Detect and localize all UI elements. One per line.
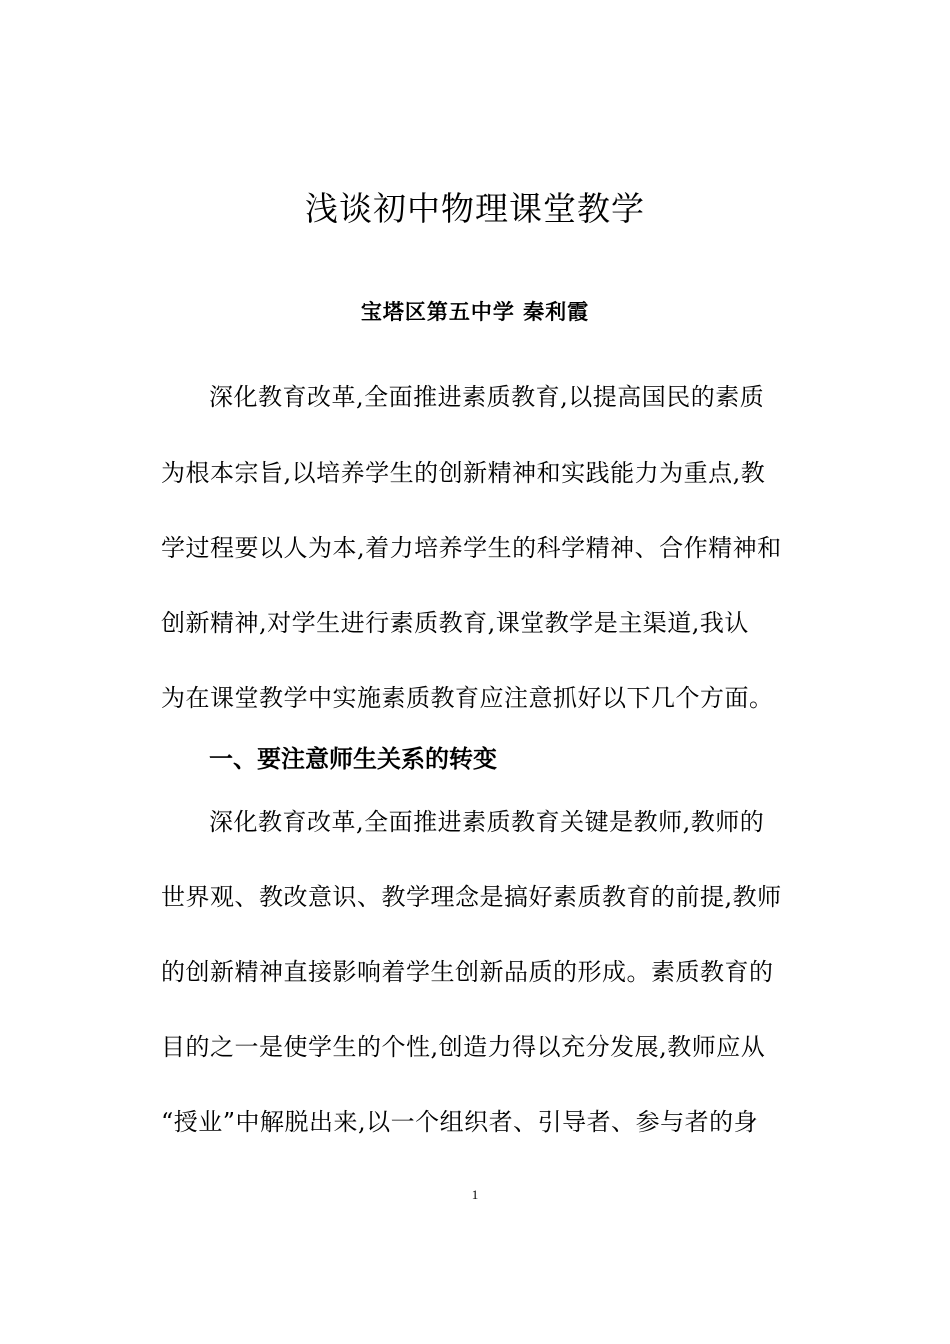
paragraph-1-line-3: 学过程要以人为本,着力培养学生的科学精神、合作精神和 <box>161 534 782 562</box>
paragraph-1-line-5: 为在课堂教学中实施素质教育应注意抓好以下几个方面。 <box>161 684 774 712</box>
section-1-line-4: 目的之一是使学生的个性,创造力得以充分发展,教师应从 <box>161 1033 766 1061</box>
paragraph-1-line-4: 创新精神,对学生进行素质教育,课堂教学是主渠道,我认 <box>161 609 749 637</box>
paragraph-1-line-1: 深化教育改革,全面推进素质教育,以提高国民的素质 <box>209 383 765 411</box>
section-1-line-2: 世界观、教改意识、教学理念是搞好素质教育的前提,教师 <box>161 883 782 911</box>
section-1-line-5: “授业”中解脱出来,以一个组织者、引导者、参与者的身 <box>161 1108 759 1136</box>
page-number: 1 <box>471 1187 479 1202</box>
author-line: 宝塔区第五中学 秦利霞 <box>360 300 590 324</box>
document-title: 浅谈初中物理课堂教学 <box>305 189 645 228</box>
section-1-line-1: 深化教育改革,全面推进素质教育关键是教师,教师的 <box>209 808 765 836</box>
section-1-heading: 一、要注意师生关系的转变 <box>209 745 497 773</box>
paragraph-1-line-2: 为根本宗旨,以培养学生的创新精神和实践能力为重点,教 <box>161 459 766 487</box>
section-1-line-3: 的创新精神直接影响着学生创新品质的形成。素质教育的 <box>161 958 774 986</box>
